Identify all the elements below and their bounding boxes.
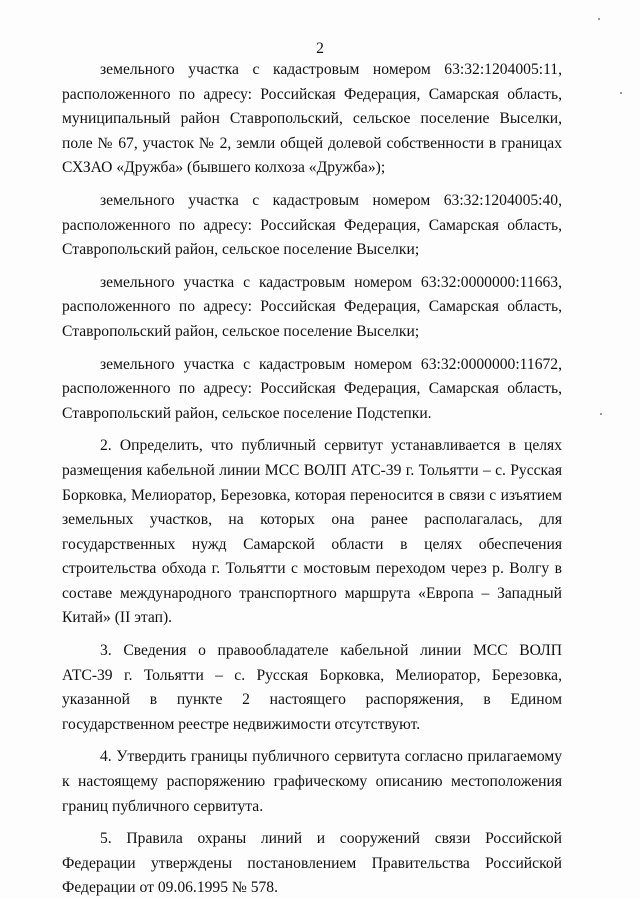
scan-speck bbox=[620, 92, 622, 94]
clause-paragraph: 5. Правила охраны линий и сооружений связи Российской Федерации утверждены постановлением Правительства Российской Федерации от 09.06.1995 № 578. bbox=[62, 830, 562, 897]
scan-speck bbox=[598, 18, 600, 20]
land-plot-paragraph: земельного участка с кадастровым номером 63:32:1204005:11, расположенного по адресу: Российская Федерация, Самарская область, муниципальный район Ставропольский, сельское поселение Выселки, поле № 67, участок № 2, земли общей долевой собственности в границах СХЗАО «Дружба» (бывшего колхоза «Дружба»); bbox=[62, 61, 562, 177]
clause-paragraph: 4. Утвердить границы публичного сервитута согласно прилагаемому к настоящему распоряжению графическому описанию местоположения границ публичного сервитута. bbox=[62, 748, 562, 815]
land-plot-paragraph: земельного участка с кадастровым номером 63:32:0000000:11663, расположенного по адресу: Российская Федерация, Самарская область, Ставропольский район, сельское поселение Выселки; bbox=[62, 273, 562, 340]
document-body bbox=[62, 58, 562, 901]
clause-paragraph: 3. Сведения о правообладателе кабельной линии МСС ВОЛП АТС-39 г. Тольятти – с. Русская Борковка, Мелиоратор, Березовка, указанной в пункте 2 настоящего распоряжения, в Едином государственном реестре недвижимости отсутствуют. bbox=[62, 642, 562, 733]
land-plot-paragraph: земельного участка с кадастровым номером 63:32:0000000:11672, расположенного по адресу: Российская Федерация, Самарская область, Ставропольский район, сельское поселение Подстепки. bbox=[62, 355, 562, 422]
page-number: 2 bbox=[316, 40, 324, 57]
land-plot-paragraph: земельного участка с кадастровым номером 63:32:1204005:40, расположенного по адресу: Российская Федерация, Самарская область, Ставропольский район, сельское поселение Выселки; bbox=[62, 191, 562, 259]
scan-speck bbox=[600, 413, 602, 415]
clause-paragraph: 2. Определить, что публичный сервитут устанавливается в целях размещения кабельной линии МСС ВОЛП АТС-39 г. Тольятти – с. Русская Борковка, Мелиоратор, Березовка, которая переносится в связи с изъятием земельных участков, на которых она ранее располагалась, для государственных нужд Самарской области в целях обеспечения строительства обхода г. Тольятти с мостовым переходом через р. Волгу в составе международного транспортного маршрута «Европа – Западный Китай» (II этап). bbox=[62, 437, 562, 627]
